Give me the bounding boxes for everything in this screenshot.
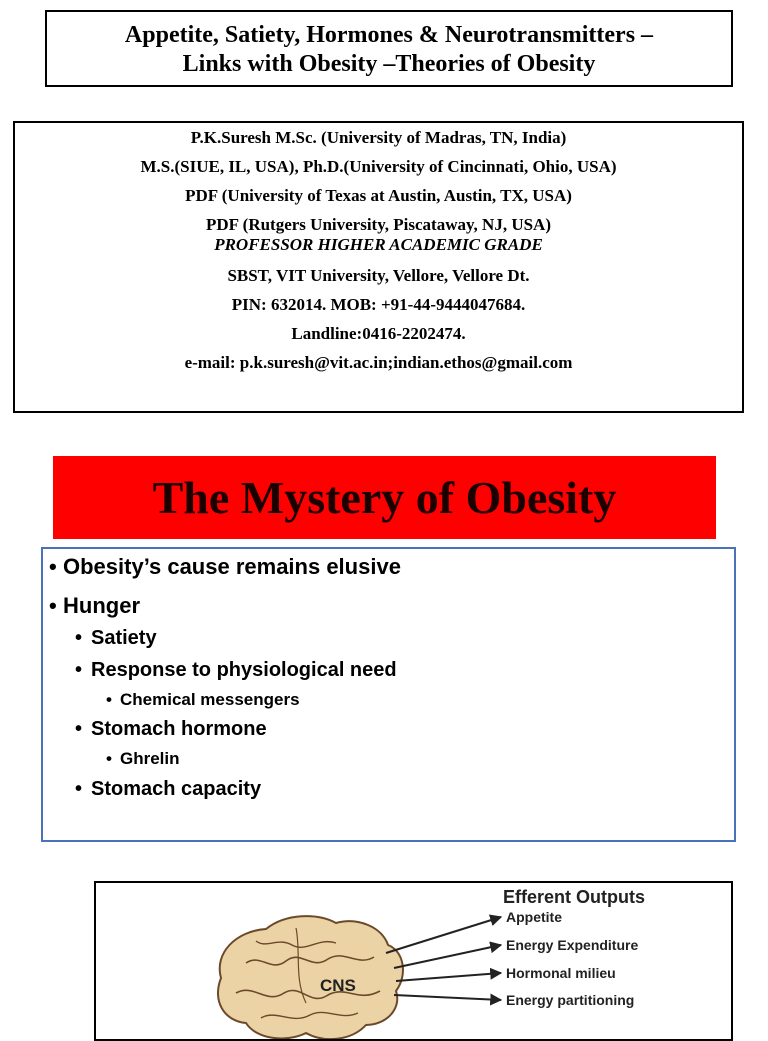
- sub-sub-bullet-item: [106, 690, 300, 710]
- brain-icon: [218, 916, 403, 1039]
- bullet-text: Stomach capacity: [91, 778, 262, 800]
- bullet-dot-icon: •: [106, 749, 112, 768]
- bullet-item: [49, 593, 140, 619]
- author-pdf-texas-line: PDF (University of Texas at Austin, Austin, TX, USA): [185, 186, 572, 205]
- bullet-text: Stomach hormone: [91, 718, 267, 740]
- author-landline-line: Landline:0416-2202474.: [291, 324, 466, 343]
- author-phone-line: PIN: 632014. MOB: +91-44-9444047684.: [231, 295, 526, 314]
- sub-bullet-item: [75, 627, 157, 650]
- sub-bullet-item: [75, 778, 261, 801]
- sub-bullet-item: [75, 718, 267, 741]
- sub-bullet-item: [75, 659, 397, 682]
- bullet-text: Response to physiological need: [91, 659, 397, 681]
- bullet-dot-icon: •: [75, 718, 83, 740]
- bullet-dot-icon: •: [75, 778, 83, 800]
- bullet-dot-icon: •: [75, 627, 83, 649]
- bullet-dot-icon: •: [75, 659, 83, 681]
- bullet-text: Ghrelin: [120, 749, 180, 768]
- efferent-outputs-diagram: [94, 881, 733, 1041]
- bullet-text: Chemical messengers: [120, 690, 300, 709]
- output-item: Appetite: [506, 909, 562, 925]
- slide-title-line-1: Appetite, Satiety, Hormones & Neurotransmitters –: [124, 22, 654, 48]
- bullet-list-box: [41, 547, 736, 842]
- author-designation-line: PROFESSOR HIGHER ACADEMIC GRADE: [214, 235, 543, 254]
- author-email-line: e-mail: p.k.suresh@vit.ac.in;indian.ethos@gmail.com: [184, 353, 573, 372]
- output-item: Energy Expenditure: [506, 937, 639, 953]
- slide-heading-banner: The Mystery of Obesity: [53, 456, 716, 539]
- author-name-line: P.K.Suresh M.Sc. (University of Madras, TN, India): [190, 128, 567, 147]
- bullet-text: Hunger: [63, 593, 140, 618]
- sub-sub-bullet-item: [106, 749, 180, 769]
- author-institution-line: SBST, VIT University, Vellore, Vellore Dt.: [227, 266, 530, 285]
- slide-title-box: [45, 10, 733, 87]
- cns-label: CNS: [320, 976, 356, 995]
- bullet-item: [49, 554, 401, 580]
- author-degree-line: M.S.(SIUE, IL, USA), Ph.D.(University of Cincinnati, Ohio, USA): [140, 157, 617, 176]
- bullet-text: Obesity’s cause remains elusive: [63, 554, 401, 579]
- slide-title-line-2: Links with Obesity –Theories of Obesity: [182, 51, 596, 77]
- bullet-dot-icon: •: [49, 554, 57, 579]
- bullet-dot-icon: •: [106, 690, 112, 709]
- author-pdf-rutgers-line: PDF (Rutgers University, Piscataway, NJ, USA): [206, 215, 551, 234]
- bullet-text: Satiety: [91, 627, 157, 649]
- efferent-outputs-heading: Efferent Outputs: [503, 887, 645, 907]
- bullet-dot-icon: •: [49, 593, 57, 618]
- author-info-box: [13, 121, 744, 413]
- output-item: Energy partitioning: [506, 992, 635, 1008]
- output-item: Hormonal milieu: [506, 965, 616, 981]
